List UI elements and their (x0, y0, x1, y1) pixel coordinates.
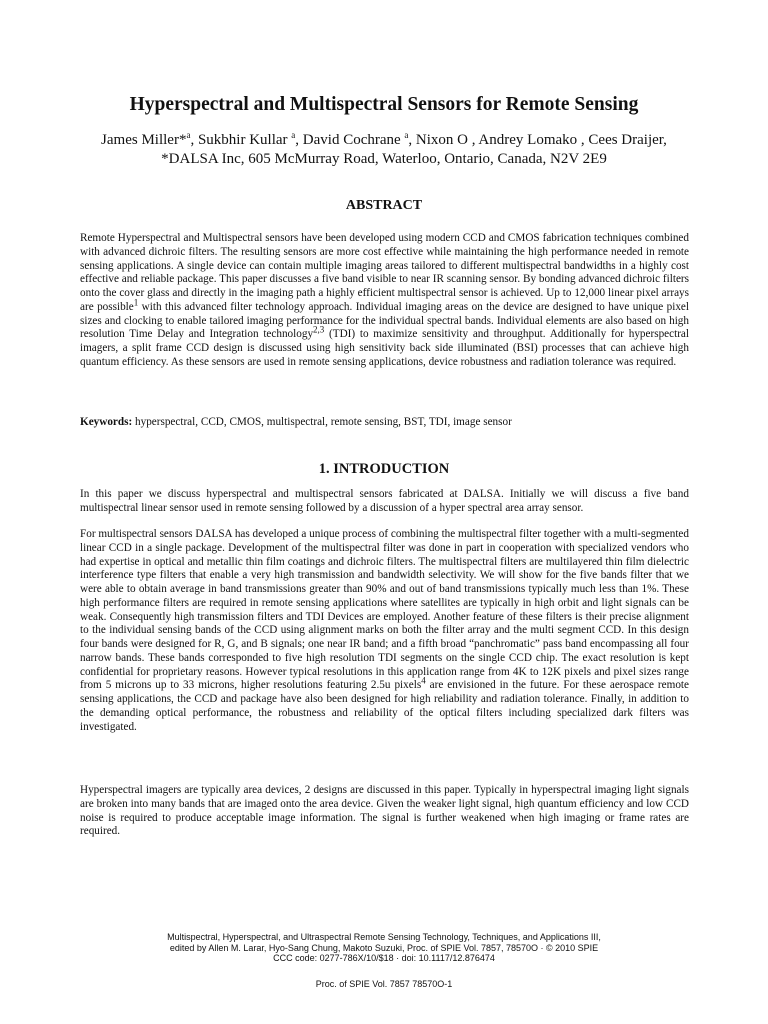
keywords-label: Keywords: (80, 416, 133, 428)
footer-line: Multispectral, Hyperspectral, and Ultraspectral Remote Sensing Technology, Techniques, and Applications III, (167, 932, 601, 942)
abstract-text (80, 232, 689, 370)
author-name: James Miller* (101, 132, 187, 148)
footer-line: edited by Allen M. Larar, Hyo-Sang Chung, Makoto Suzuki, Proc. of SPIE Vol. 7857, 78570O · © 2010 SPIE (169, 942, 599, 953)
citation-mark: 1 (133, 297, 139, 308)
intro-paragraph-1: In this paper we discuss hyperspectral and multispectral sensors fabricated at DALSA. Initially we will discuss a five band multispectral linear sensor used in remote sensing followed by a discussion of a hyper spectral area array sensor. (80, 488, 689, 514)
affiliation-mark: a (291, 130, 296, 140)
author-name: , Sukbhir Kullar (190, 132, 292, 148)
footer-line: CCC code: 0277-786X/10/$18 · doi: 10.1117/12.876474 (273, 953, 495, 963)
abstract-text-part: (TDI) to maximize sensitivity and throughput. Additionally for hyperspectral imagers, a split frame CCD design is discussed using high sensitivity back side illuminated (BSI) processes that can achieve high quantum efficiency. As these sensors are used in remote sensing applications, device robustness and radiation tolerance was required. (80, 328, 690, 368)
intro-paragraph-2 (80, 528, 689, 734)
keywords (80, 416, 689, 430)
citation-mark: 2,3 (313, 324, 325, 335)
affiliation-mark: a (186, 130, 191, 140)
author-name: , David Cochrane (295, 132, 405, 148)
publication-footer (0, 932, 768, 964)
paragraph-part: are envisioned in the future. For these aerospace remote sensing applications, the CCD and package have also been designed for high reliability and radiation tolerance. Finally, in addition to the demanding optical performance, the robustness and reliability of the optical filters including specialized dark filters was investigated. (80, 679, 689, 733)
section-heading-introduction: 1. INTRODUCTION (318, 461, 450, 477)
keywords-list: hyperspectral, CCD, CMOS, multispectral, remote sensing, BST, TDI, image sensor (132, 416, 512, 428)
author-name: , Nixon O , Andrey Lomako , Cees Draijer, (408, 132, 667, 148)
paragraph-part: For multispectral sensors DALSA has developed a unique process of combining the multispectral filter together with a multi-segmented linear CCD in a single package. Development of the multispectral filter was done in part in cooperation with specialized vendors who had expertise in optical and metallic thin film coatings and dichroic filters. The multispectral filters are multilayered thin film dielectric interference type filters that enable a very high transmission and bandwidth selectivity. We will show for the five bands filter that we were able to obtain average in band transmissions greater than 90% and out of band transmissions typically much less than 1%. These high performance filters are required in remote sensing applications where satellites are typically in high orbit and light signals can be weak. Consequently high transmission filters and TDI Devices are employed. Another feature of these filters is their precise alignment to the individual sensing bands of the CCD using alignment marks on both the filter array and the multi segment CCD. In this design four bands were designed for R, G, and B signals; one near IR band; and a fifth broad “panchromatic” pass band encompassing all four narrow bands. These bands corresponded to five high resolution TDI segments on the single CCD chip. The exact resolution is kept confidential for proprietary reasons. However typical resolutions in this application range from 4K to 12K pixels and pixel sizes range from 5 microns up to 33 microns, higher resolutions featuring 2.5u pixels (80, 528, 689, 692)
citation-mark: 4 (421, 675, 426, 686)
intro-paragraph-3: Hyperspectral imagers are typically area devices, 2 designs are discussed in this paper. Typically in hyperspectral imaging light signals are broken into many bands that are imaged onto the area device. Given the weaker light signal, high quantum efficiency and low CCD noise is required to produce acceptable image information. The signal is further weakened when high imaging or frame rates are required. (80, 784, 689, 838)
page-number: Proc. of SPIE Vol. 7857 78570O-1 (315, 979, 453, 989)
affiliation-mark: a (404, 130, 409, 140)
paper-title: Hyperspectral and Multispectral Sensors for Remote Sensing (129, 94, 639, 115)
affiliation: *DALSA Inc, 605 McMurray Road, Waterloo, Ontario, Canada, N2V 2E9 (161, 151, 607, 167)
abstract-text-part: with this advanced filter technology approach. Individual imaging areas on the device are designed to have unique pixel sizes and clocking to enable tailored imaging performance for the individual spectral bands. Individual elements are also based on high resolution Time Delay and Integration technology (80, 300, 689, 341)
abstract-heading: ABSTRACT (345, 198, 423, 213)
author-list (0, 131, 768, 150)
author-block (0, 131, 768, 169)
abstract-text-part: Remote Hyperspectral and Multispectral sensors have been developed using modern CCD and CMOS fabrication techniques combined with advanced dichroic filters. The resulting sensors are more cost effective while maintaining the high performance needed in remote sensing applications. A single device can contain multiple imaging areas tailored to different multispectral bandwidths in a highly cost effective and reliable package. This paper discusses a five band visible to near IR scanning sensor. By bonding advanced dichroic filters onto the cover glass and directly in the imaging path a highly efficient multispectral sensor is achieved. Up to 12,000 linear pixel arrays are possible (80, 232, 689, 313)
